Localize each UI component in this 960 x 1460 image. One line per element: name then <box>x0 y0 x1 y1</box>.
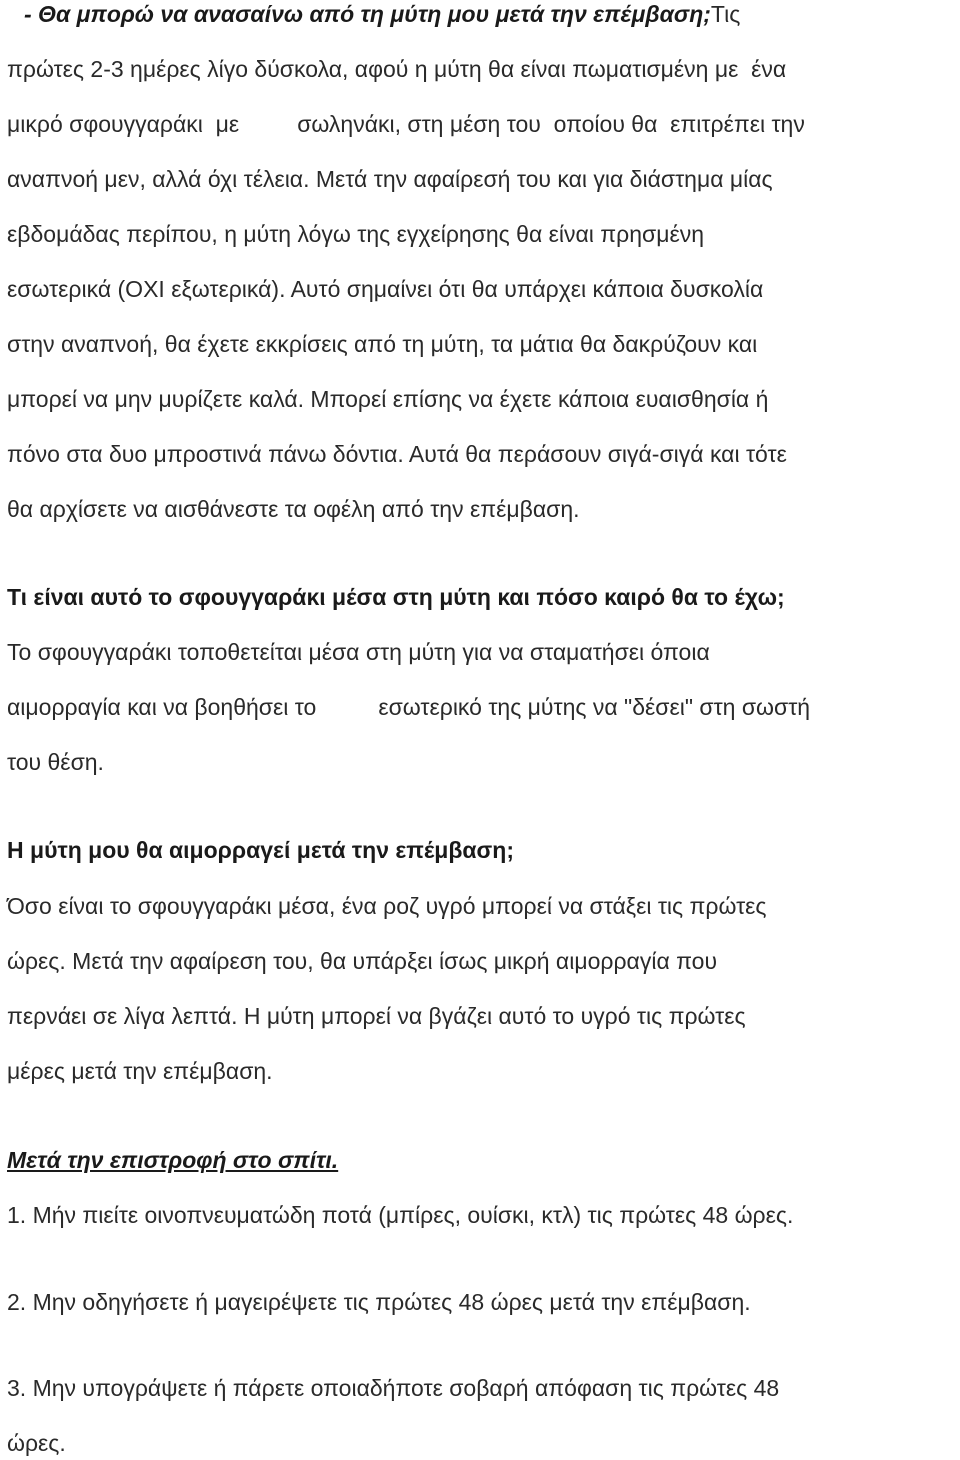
section1-line10: θα αρχίσετε να αισθάνεστε τα οφέλη από την επέμβαση. <box>7 496 580 522</box>
section3-line2: ώρες. Μετά την αφαίρεση του, θα υπάρξει ίσως μικρή αιμορραγία που <box>7 948 718 974</box>
section1-first-line <box>24 0 740 28</box>
section4-heading: Μετά την επιστροφή στο σπίτι. <box>7 1147 339 1173</box>
section4-item2: 2. Μην οδηγήσετε ή μαγειρέψετε τις πρώτες 48 ώρες μετά την επέμβαση. <box>7 1289 751 1315</box>
section3-heading: Η μύτη μου θα αιμορραγεί μετά την επέμβαση; <box>7 837 514 863</box>
section1-line2: πρώτες 2-3 ημέρες λίγο δύσκολα, αφού η μύτη θα είναι πωματισμένη με ένα <box>7 56 787 82</box>
section2-line1: Το σφουγγαράκι τοποθετείται μέσα στη μύτη για να σταματήσει όποια <box>7 639 710 665</box>
section1-line3-b: σωληνάκι, στη μέση του οποίου θα επιτρέπει την <box>297 111 805 137</box>
section1-line5: εβδομάδας περίπου, η μύτη λόγω της εγχείρησης θα είναι πρησμένη <box>7 221 705 247</box>
section3-line4: μέρες μετά την επέμβαση. <box>7 1058 273 1084</box>
section4-item3-line2: ώρες. <box>7 1430 66 1456</box>
section1-line9: πόνο στα δυο μπροστινά πάνω δόντια. Αυτά θα περάσουν σιγά-σιγά και τότε <box>7 441 787 467</box>
section2-line3: του θέση. <box>7 749 104 775</box>
section3-line1: Όσο είναι το σφουγγαράκι μέσα, ένα ροζ υγρό μπορεί να στάξει τις πρώτες <box>7 893 767 919</box>
section1-line8: μπορεί να μην μυρίζετε καλά. Μπορεί επίσης να έχετε κάποια ευαισθησία ή <box>7 386 769 412</box>
section1-line1-tail: Τις <box>710 1 741 27</box>
section3-line3: περνάει σε λίγα λεπτά. Η μύτη μπορεί να βγάζει αυτό το υγρό τις πρώτες <box>7 1003 746 1029</box>
section2-line2-b: εσωτερικό της μύτης να "δέσει" στη σωστή <box>378 694 811 720</box>
section1-line3 <box>7 110 805 138</box>
section2-line2-a: αιμορραγία και να βοηθήσει το <box>7 694 317 720</box>
section2-heading: Τι είναι αυτό το σφουγγαράκι μέσα στη μύτη και πόσο καιρό θα το έχω; <box>7 584 785 610</box>
section1-line4: αναπνοή μεν, αλλά όχι τέλεια. Μετά την αφαίρεσή του και για διάστημα μίας <box>7 166 773 192</box>
section1-line7: στην αναπνοή, θα έχετε εκκρίσεις από τη μύτη, τα μάτια θα δακρύζουν και <box>7 331 758 357</box>
section4-item3-line1: 3. Μην υπογράψετε ή πάρετε οποιαδήποτε σοβαρή απόφαση τις πρώτες 48 <box>7 1375 780 1401</box>
section4-item1: 1. Μήν πιείτε οινοπνευματώδη ποτά (μπίρες, ουίσκι, κτλ) τις πρώτες 48 ώρες. <box>7 1202 794 1228</box>
section1-line6: εσωτερικά (ΟΧΙ εξωτερικά). Αυτό σημαίνει ότι θα υπάρχει κάποια δυσκολία <box>7 276 764 302</box>
section1-heading: - Θα μπορώ να ανασαίνω από τη μύτη μου μετά την επέμβαση; <box>24 1 711 27</box>
section1-line3-a: μικρό σφουγγαράκι με <box>7 111 240 137</box>
section2-line2 <box>7 693 810 721</box>
